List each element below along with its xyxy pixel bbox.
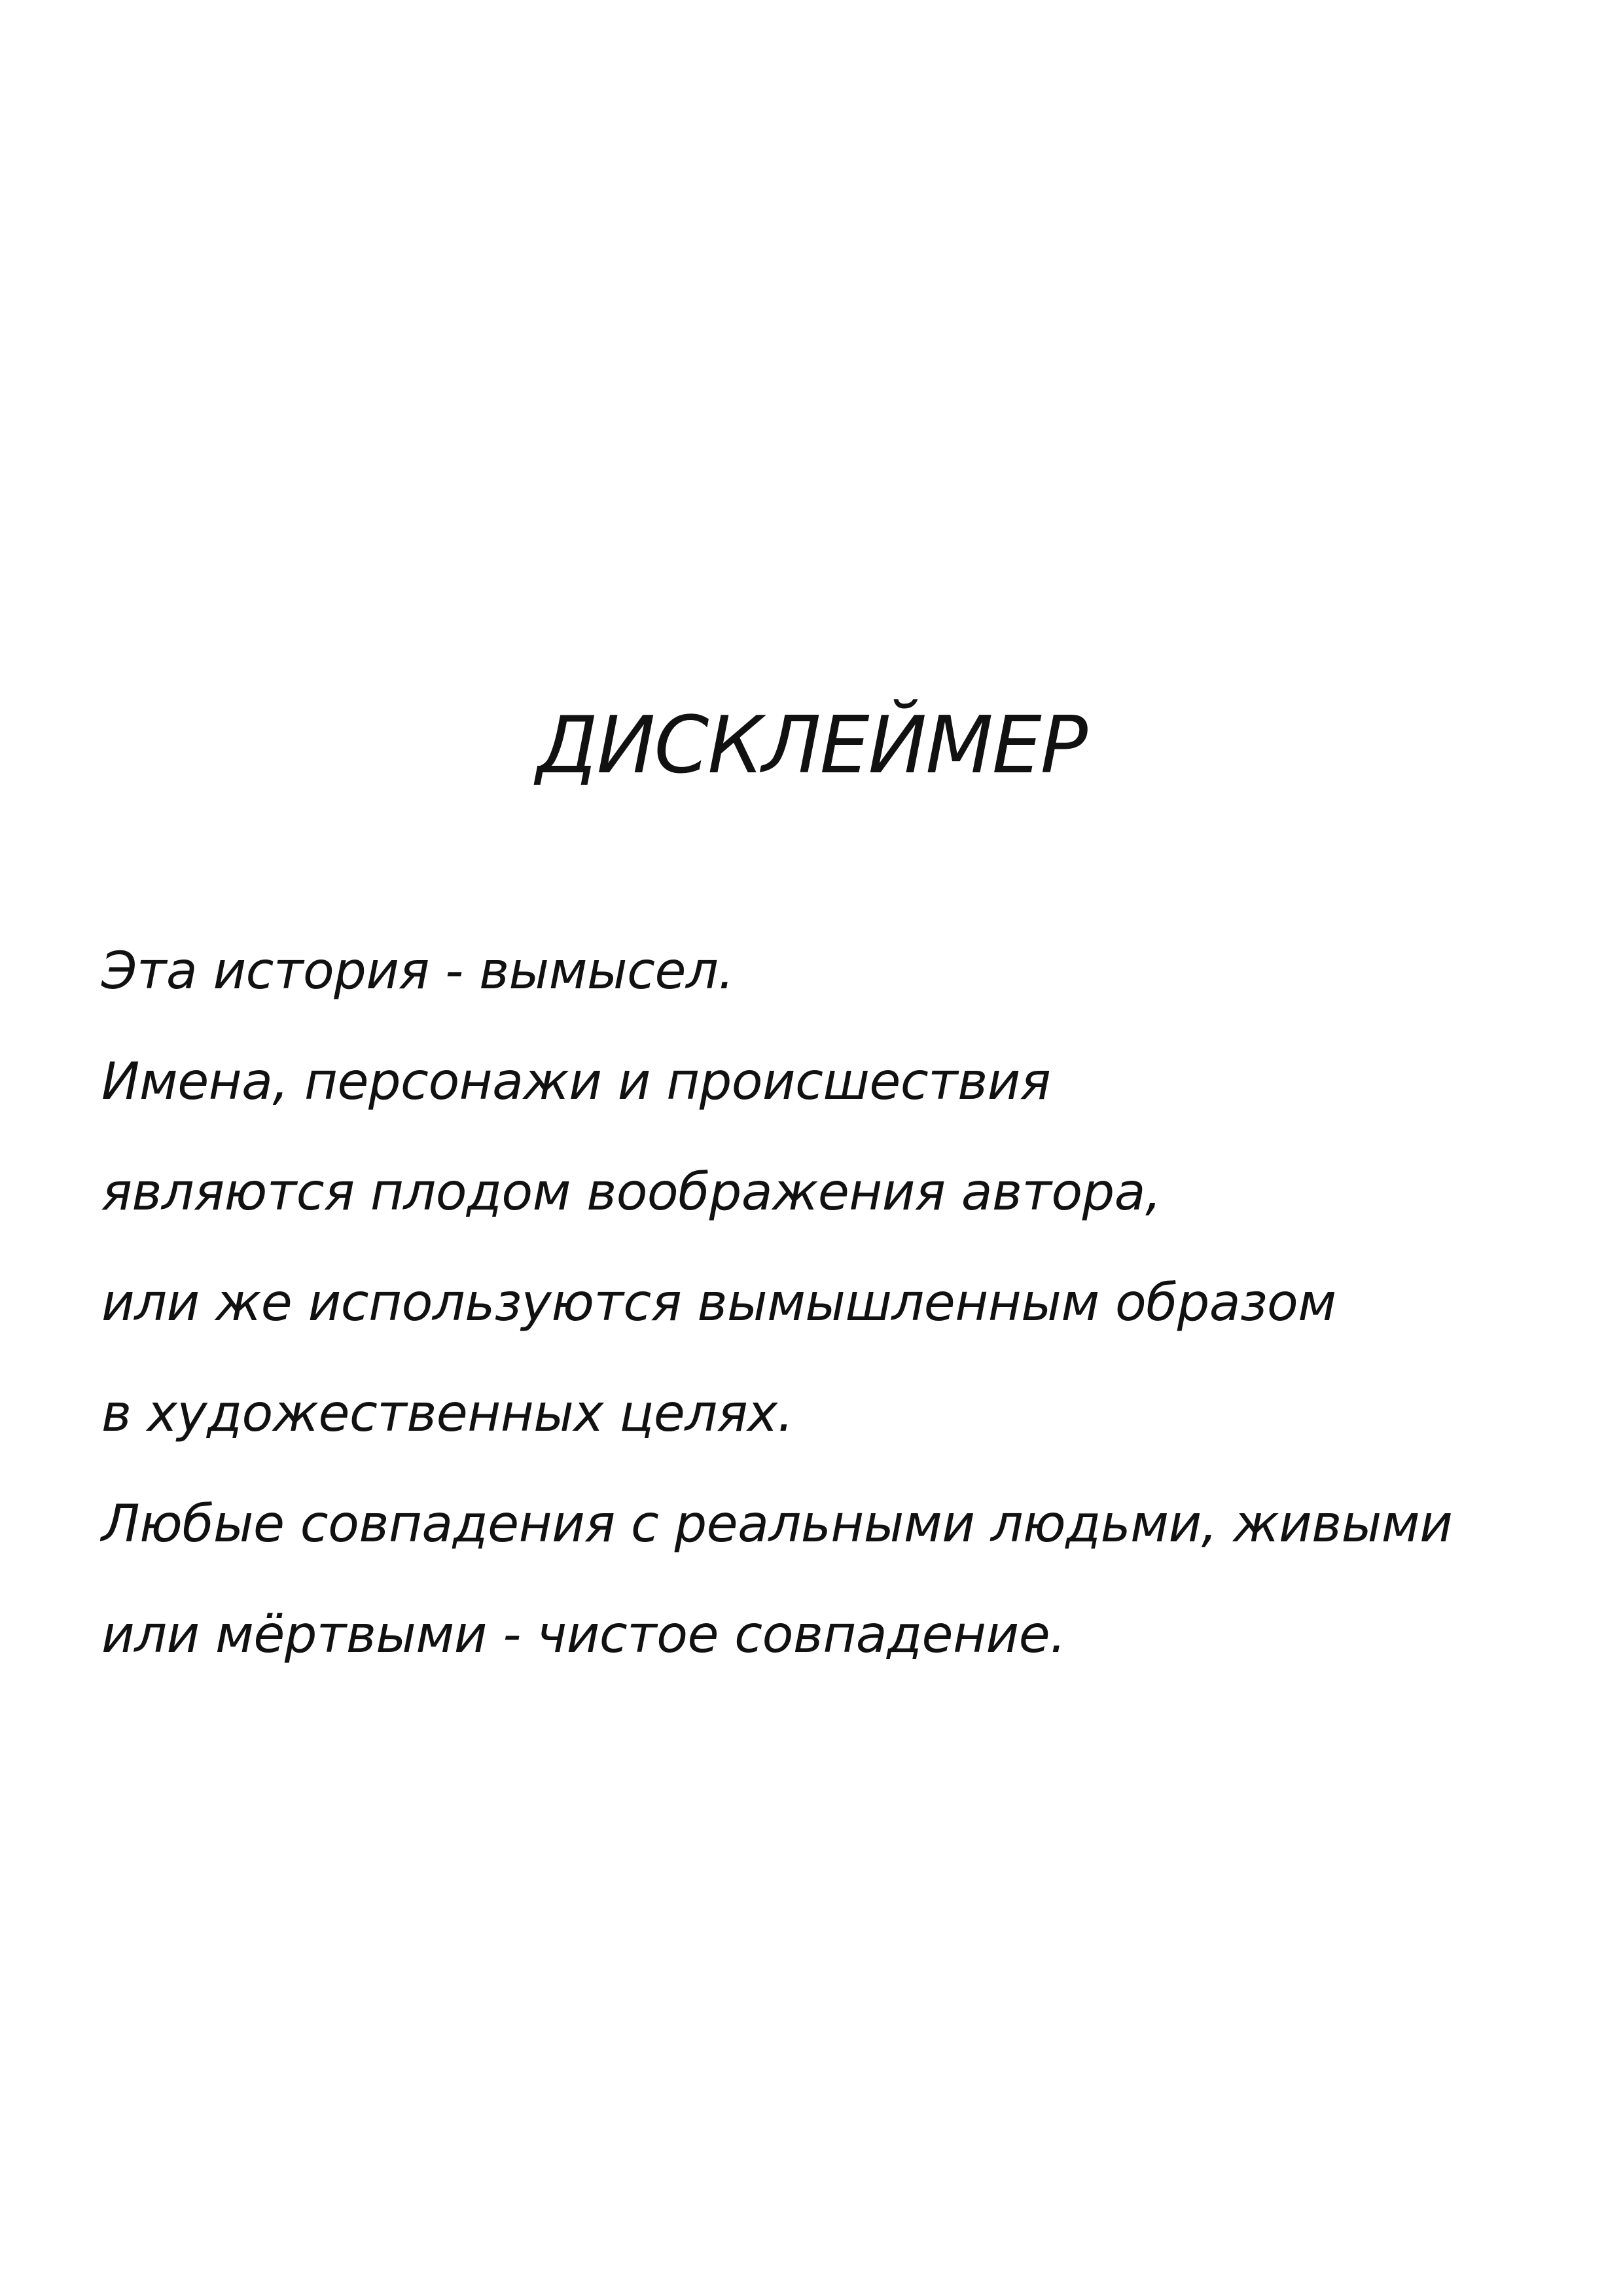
disclaimer-line: или мёртвыми - чистое совпадение.: [101, 1605, 1066, 1664]
disclaimer-line: в художественных целях.: [101, 1384, 794, 1443]
page-title: ДИСКЛЕЙМЕР: [536, 700, 1087, 791]
disclaimer-body: [101, 916, 1574, 1691]
disclaimer-line: Любые совпадения с реальными людьми, живыми: [101, 1495, 1453, 1554]
disclaimer-line: или же используются вымышленным образом: [101, 1274, 1336, 1333]
disclaimer-line: Имена, персонажи и происшествия: [101, 1052, 1051, 1111]
disclaimer-line: Эта история - вымысел.: [101, 942, 734, 1001]
disclaimer-line: являются плодом воображения автора,: [101, 1163, 1162, 1222]
